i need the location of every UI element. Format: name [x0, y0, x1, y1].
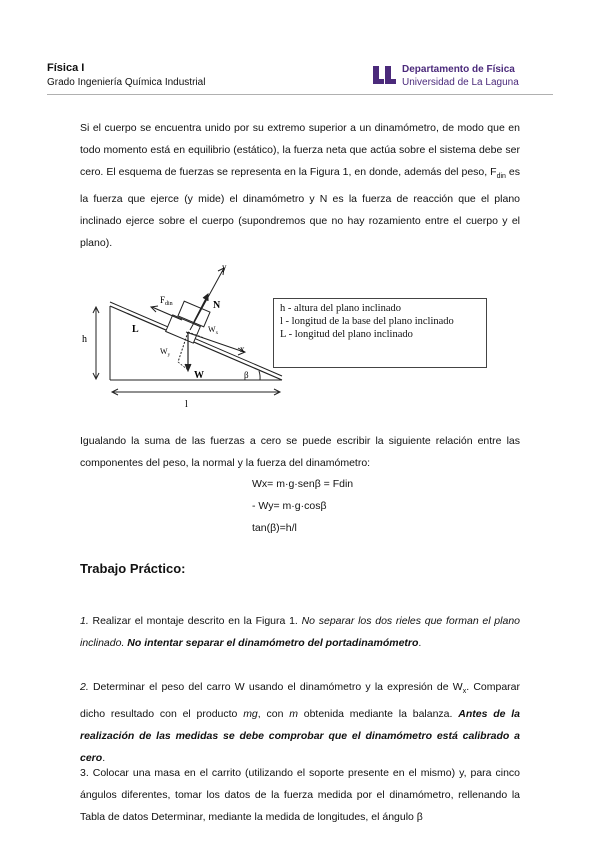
equation-wx: Wx= m·g·senβ = Fdin: [252, 478, 354, 490]
item-2-end: .: [102, 752, 106, 765]
item-2-text-b: . Comparar dicho resultado con el producto: [80, 681, 520, 721]
weight-label: W: [194, 370, 204, 381]
normal-force-label: N: [213, 300, 221, 311]
university-name: Universidad de La Laguna: [402, 77, 519, 88]
equation-wy: - Wy= m·g·cosβ: [252, 500, 327, 512]
item-1-italic: No separar los dos rieles que forman el plano inclinado.: [80, 615, 520, 649]
item-1-text: Realizar el montaje descrito en la Figura 1.: [88, 615, 302, 627]
angle-label: β: [244, 370, 249, 380]
y-axis-label: y: [222, 262, 227, 272]
item-2-mg: mg: [243, 708, 258, 721]
dynamometer-force-label: $F_{din}$: [160, 295, 173, 307]
weight-y-label: $W_y$: [160, 347, 171, 358]
item-2-number: 2.: [80, 681, 89, 693]
item-1-end: .: [418, 637, 422, 649]
intro-text-a: Si el cuerpo se encuentra unido por su extremo superior a un dinamómetro, de modo que en todo momento está en equilibrio (estático), la fuerza neta que actúa sobre el sistema debe ser cero. El esquema de fuerzas se representa en la Figura 1, en donde, además del peso, F: [80, 122, 520, 178]
section-title: Trabajo Práctico:: [80, 561, 186, 576]
item-2-text-d: obtenida mediante la balanza.: [297, 708, 459, 721]
item-2-text-a: Determinar el peso del carro W usando el dinamómetro y la expresión de W: [88, 681, 463, 693]
item-2-bold: Antes de la realización de las medidas se debe comprobar que el dinamómetro está calibrado a cero: [80, 708, 520, 765]
height-label: h: [82, 334, 87, 345]
item-2-sub: x: [462, 688, 467, 696]
legend-item: L - longitud del plano inclinado: [280, 329, 413, 340]
incline-length-label: L: [132, 324, 139, 335]
item-3-text: Colocar una masa en el carrito (utilizando el soporte presente en el mismo) y, para cinco ángulos diferentes, tomar los datos de la fuerza medida por el dinamómetro, rellenando la Tabla de datos Determinar, mediante la medida de longitudes, el ángulo β: [80, 767, 520, 823]
relation-text: Igualando la suma de las fuerzas a cero se puede escribir la siguiente relación entre las componentes del peso, la normal y la fuerza del dinamómetro:: [80, 435, 520, 469]
x-axis-label: x: [240, 344, 245, 354]
department-name: Departamento de Física: [402, 64, 515, 75]
figure-legend: [273, 298, 487, 368]
practical-item-1: [80, 610, 520, 654]
base-label: l: [185, 399, 188, 410]
practical-item-3: [80, 762, 520, 828]
equation-tan: tan(β)=h/l: [252, 522, 297, 534]
item-2-m: m: [289, 708, 298, 721]
relation-paragraph: [80, 430, 520, 474]
legend-item: h - altura del plano inclinado: [280, 303, 402, 314]
intro-paragraph: [80, 117, 520, 254]
item-1-bold: No intentar separar el dinamómetro del portadinamómetro: [127, 637, 419, 649]
course-title: Física I: [47, 62, 85, 74]
intro-fdin-sub: din: [496, 173, 506, 181]
item-3-number: 3.: [80, 767, 89, 779]
legend-item: l - longitud de la base del plano inclinado: [280, 316, 454, 327]
intro-text-b: es la fuerza que ejerce (y mide) el dinamómetro y N es la fuerza de reacción que el plano inclinado ejerce sobre el cuerpo (supondremos que no hay rozamiento entre el cuerpo y el plano).: [80, 166, 520, 250]
degree-name: Grado Ingeniería Química Industrial: [47, 77, 206, 88]
inclined-plane-diagram: [82, 262, 302, 412]
item-2-text-c: , con: [257, 708, 290, 721]
practical-item-2: [80, 676, 520, 769]
item-1-number: 1.: [80, 615, 89, 627]
header-divider: [47, 94, 553, 95]
weight-x-label: $W_x$: [208, 325, 219, 336]
university-logo-icon: [372, 64, 398, 86]
